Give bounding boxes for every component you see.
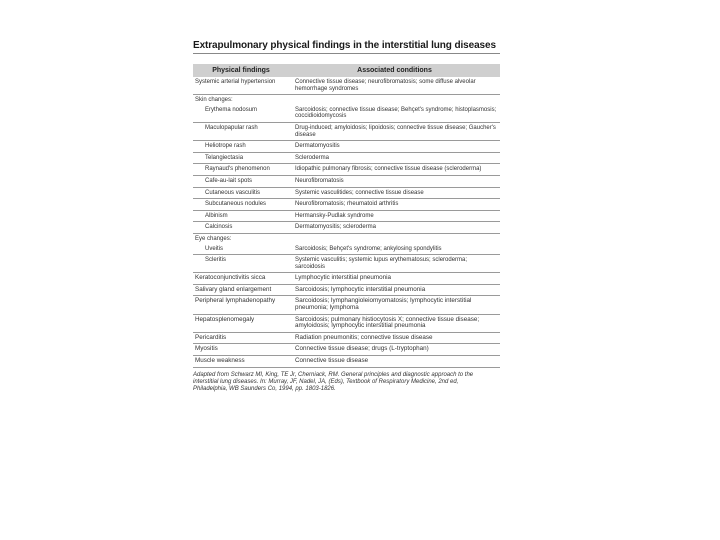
table-row [193,77,500,95]
physical-finding-cell: Keratoconjunctivitis sicca [193,273,289,285]
table-row [193,344,500,356]
table-title: Extrapulmonary physical findings in the interstitial lung diseases [193,40,500,54]
physical-finding-cell: Hepatosplenomegaly [193,314,289,332]
table-row [193,199,500,211]
table-body [193,77,500,367]
section-heading: Eye changes: [195,235,232,242]
associated-condition-cell: Connective tissue disease; drugs (L-tryptophan) [289,344,500,356]
associated-condition-cell: Neurofibromatosis [289,175,500,187]
table-header-row [193,64,500,77]
table-row [193,284,500,296]
associated-condition-cell: Connective tissue disease; neurofibromatosis; some diffuse alveolar hemorrhage syndromes [289,77,500,95]
physical-finding-cell: Calcinosis [193,222,289,234]
associated-condition-cell: Neurofibromatosis; rheumatoid arthritis [289,199,500,211]
table-row [193,210,500,222]
associated-condition-cell: Sarcoidosis; Behçet's syndrome; ankylosing spondylitis [289,244,500,255]
associated-condition-cell: Systemic vasculitides; connective tissue disease [289,187,500,199]
table-row [193,244,500,255]
table-row [193,175,500,187]
physical-finding-cell: Albinism [193,210,289,222]
physical-finding-cell: Salivary gland enlargement [193,284,289,296]
physical-finding-cell: Uveitis [193,244,289,255]
associated-condition-cell: Sarcoidosis; lymphangioleiomyomatosis; lymphocytic interstitial pneumonia; lymphoma [289,296,500,314]
physical-finding-cell: Myositis [193,344,289,356]
associated-condition-cell: Lymphocytic interstitial pneumonia [289,273,500,285]
table-row [193,152,500,164]
document-table-figure [193,40,500,393]
associated-condition-cell: Sarcoidosis; connective tissue disease; Behçet's syndrome; histoplasmosis; coccidioidomycosis [289,105,500,123]
table-row [193,356,500,368]
table-row [193,164,500,176]
associated-condition-cell: Connective tissue disease [289,356,500,368]
table-row [193,314,500,332]
associated-condition-cell: Dermatomyositis; scleroderma [289,222,500,234]
physical-finding-cell: Systemic arterial hypertension [193,77,289,95]
findings-table [193,64,500,368]
table-section-row [193,233,500,243]
associated-condition-cell: Sarcoidosis; lymphocytic interstitial pneumonia [289,284,500,296]
physical-finding-cell: Pericarditis [193,332,289,344]
table-row [193,222,500,234]
associated-condition-cell: Idiopathic pulmonary fibrosis; connective tissue disease (scleroderma) [289,164,500,176]
associated-condition-cell: Hermansky-Pudlak syndrome [289,210,500,222]
associated-condition-cell: Sarcoidosis; pulmonary histiocytosis X; connective tissue disease; amyloidosis; lymphocytic interstitial pneumonia [289,314,500,332]
table-row [193,332,500,344]
physical-finding-cell: Cafe-au-lait spots [193,175,289,187]
associated-condition-cell [289,95,500,105]
associated-condition-cell: Systemic vasculitis; systemic lupus erythematosus; scleroderma; sarcoidosis [289,255,500,273]
physical-finding-cell: Peripheral lymphadenopathy [193,296,289,314]
section-heading: Skin changes: [195,97,233,104]
associated-condition-cell: Scleroderma [289,152,500,164]
table-row [193,296,500,314]
physical-finding-cell: Raynaud's phenomenon [193,164,289,176]
associated-condition-cell: Radiation pneumonitis; connective tissue disease [289,332,500,344]
table-row [193,122,500,140]
physical-finding-cell: Scleritis [193,255,289,273]
physical-finding-cell: Subcutaneous nodules [193,199,289,211]
physical-finding-cell: Erythema nodosum [193,105,289,123]
citation: Adapted from Schwarz MI, King, TE Jr, Cherniack, RM. General principles and diagnostic approach to the interstitial lung diseases. In: Murray, JF, Nadel, JA, (Eds), Textbook of Respiratory Medicine, 2nd ed, Philadelphia, WB Saunders Co, 1994, pp. 1803-1826. [193,371,474,392]
header-physical-findings: Physical findings [193,64,289,77]
physical-finding-cell: Telangiectasia [193,152,289,164]
physical-finding-cell: Muscle weakness [193,356,289,368]
physical-finding-cell: Heliotrope rash [193,141,289,153]
associated-condition-cell: Drug-induced; amyloidosis; lipoidosis; connective tissue disease; Gaucher's disease [289,122,500,140]
table-row [193,255,500,273]
table-row [193,187,500,199]
associated-condition-cell: Dermatomyositis [289,141,500,153]
physical-finding-cell: Maculopapular rash [193,122,289,140]
header-associated-conditions: Associated conditions [289,64,500,77]
table-section-row [193,95,500,105]
table-row [193,141,500,153]
physical-finding-cell: Cutaneous vasculitis [193,187,289,199]
associated-condition-cell [289,233,500,243]
table-row [193,105,500,123]
table-row [193,273,500,285]
